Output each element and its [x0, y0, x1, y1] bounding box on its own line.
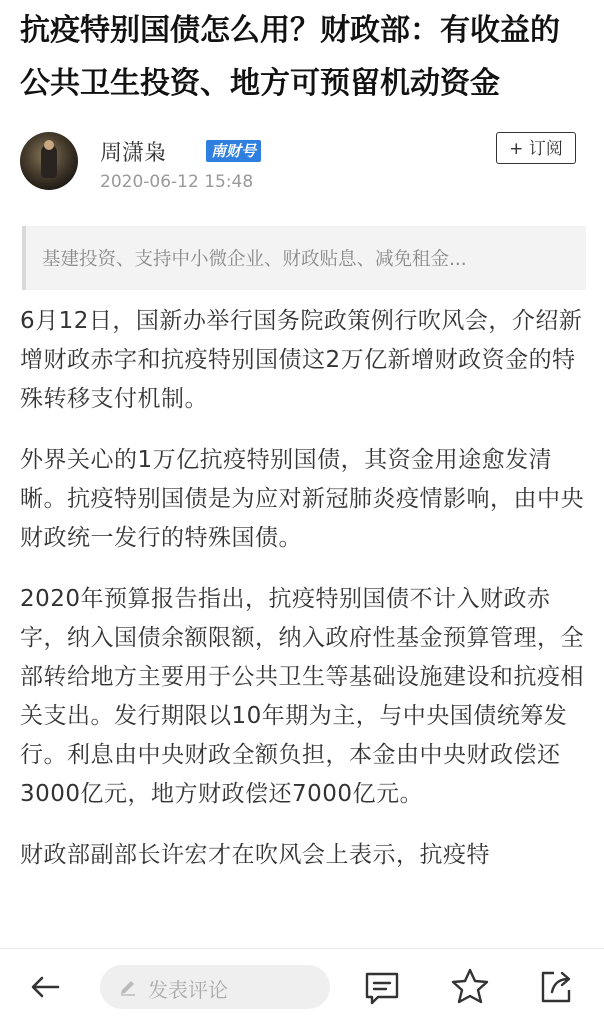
- summary-text: 基建投资、支持中小微企业、财政贴息、减免租金...: [42, 249, 467, 270]
- author-row: [20, 132, 584, 192]
- publish-time: 2020-06-12 15:48: [100, 172, 254, 192]
- bottom-toolbar: [0, 948, 604, 1025]
- subscribe-button[interactable]: + 订阅: [496, 132, 576, 164]
- avatar[interactable]: [20, 132, 78, 190]
- article-summary: [22, 226, 586, 290]
- paragraph: 6月12日，国新办举行国务院政策例行吹风会，介绍新增财政赤字和抗疫特别国债这2万亿新增财政资金的特殊转移支付机制。: [20, 308, 583, 412]
- share-icon[interactable]: [534, 965, 578, 1009]
- paragraph: 2020年预算报告指出，抗疫特别国债不计入财政赤字，纳入国债余额限额，纳入政府性基金预算管理，全部转给地方主要用于公共卫生等基础设施建设和抗疫相关支出。发行期限以10年期为主，与中央国债统筹发行。利息由中央财政全额负担，本金由中央财政偿还3000亿元，地方财政偿还7000亿元。: [20, 586, 584, 807]
- source-badge: 南财号: [206, 140, 261, 162]
- pen-icon: [118, 977, 138, 997]
- article-body: [20, 302, 588, 897]
- paragraph: 财政部副部长许宏才在吹风会上表示，抗疫特: [20, 842, 490, 868]
- author-name[interactable]: 周潇枭: [100, 141, 167, 166]
- article-title: 抗疫特别国债怎么用？财政部：有收益的公共卫生投资、地方可预留机动资金: [20, 13, 560, 101]
- paragraph: 外界关心的1万亿抗疫特别国债，其资金用途愈发清晰。抗疫特别国债是为应对新冠肺炎疫情影响，由中央财政统一发行的特殊国债。: [20, 447, 584, 551]
- comment-input[interactable]: [100, 965, 330, 1009]
- comments-icon[interactable]: [360, 965, 404, 1009]
- star-icon[interactable]: [448, 965, 492, 1009]
- comment-placeholder: 发表评论: [148, 978, 228, 1002]
- back-arrow-icon[interactable]: [24, 965, 68, 1009]
